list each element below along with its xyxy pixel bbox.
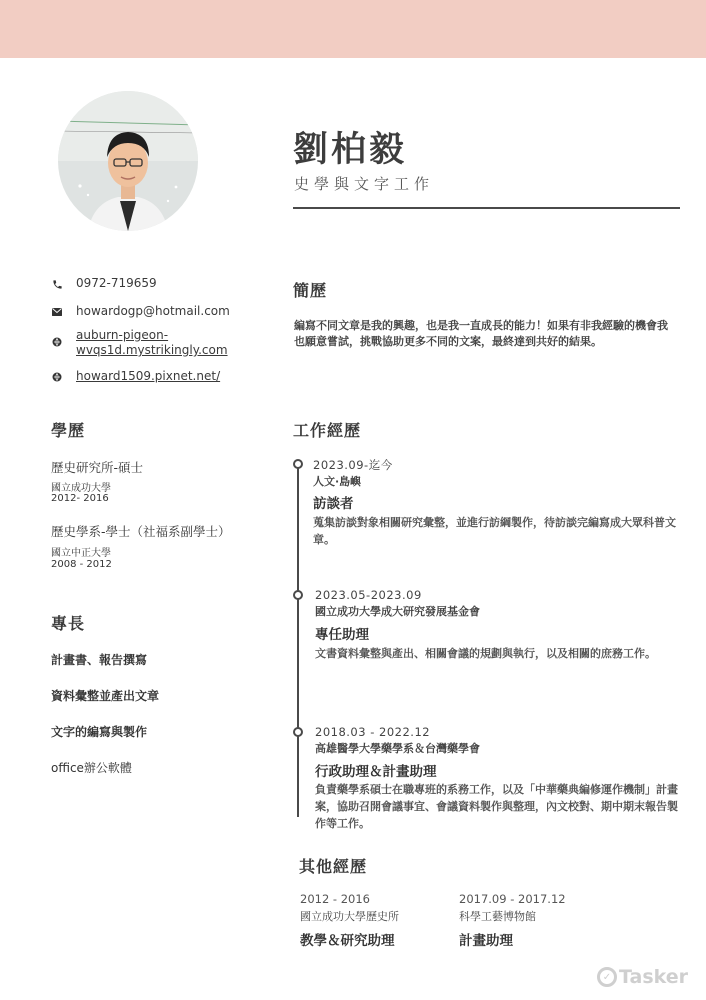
contact-email	[51, 304, 230, 319]
job-description: 負責藥學系碩士在職專班的系務工作，以及「中華藥典編修運作機制」計畫案，協助召開會議事宜、會議資料製作與整理，內文校對、期中期末報告製作等工作。	[315, 783, 678, 830]
other-date: 2017.09 - 2017.12	[459, 892, 566, 906]
contact-website-2[interactable]	[51, 369, 220, 384]
job-organization: 國立成功大學成大研究發展基金會	[315, 605, 480, 618]
other-organization: 科學工藝博物館	[459, 910, 536, 923]
timeline-line	[297, 462, 299, 817]
timeline-dot	[293, 727, 303, 737]
other-organization: 國立成功大學歷史所	[300, 910, 399, 923]
person-name: 劉柏毅	[293, 130, 408, 170]
tasker-logo-icon: ✓	[597, 967, 617, 987]
other-role: 教學＆研究助理	[300, 933, 395, 949]
top-color-band	[0, 0, 706, 58]
other-role: 計畫助理	[459, 933, 513, 949]
job-role: 訪談者	[313, 496, 354, 512]
other-date: 2012 - 2016	[300, 892, 370, 906]
job-date: 2023.09-迄今	[313, 458, 393, 472]
profile-photo	[58, 91, 198, 231]
skill-item: office辦公軟體	[51, 761, 132, 775]
mail-icon	[51, 306, 63, 318]
job-description: 蒐集訪談對象相關研究彙整，並進行訪綱製作，待訪談完編寫成大眾科普文章。	[313, 516, 676, 546]
header-divider	[293, 207, 680, 209]
job-role: 行政助理＆計畫助理	[315, 764, 437, 780]
education-school-2: 國立中正大學	[51, 548, 111, 559]
phone-number: 0972-719659	[76, 276, 157, 290]
education-degree-1: 歷史研究所-碩士	[51, 460, 144, 475]
contact-website-1[interactable]	[51, 328, 228, 358]
profile-text: 編寫不同文章是我的興趣，也是我一直成長的能力！如果有非我經驗的機會我也願意嘗試，挑戰協助更多不同的文案，最終達到共好的結果。	[294, 319, 668, 348]
person-subtitle: 史學與文字工作	[294, 175, 435, 193]
skill-item: 文字的編寫與製作	[51, 725, 148, 739]
timeline-dot	[293, 459, 303, 469]
job-organization: 高雄醫學大學藥學系＆台灣藥學會	[315, 742, 480, 755]
education-degree-2: 歷史學系-學士（社福系副學士）	[51, 524, 231, 539]
education-school-1: 國立成功大學	[51, 483, 111, 494]
profile-title: 簡歷	[293, 281, 328, 300]
skills-title: 專長	[51, 614, 86, 633]
education-title: 學歷	[51, 421, 86, 440]
job-role: 專任助理	[315, 627, 369, 643]
web-icon	[51, 371, 63, 383]
website-link-2[interactable]: howard1509.pixnet.net/	[76, 369, 221, 383]
contact-phone	[51, 276, 157, 291]
other-title: 其他經歷	[299, 857, 368, 876]
website-link-1-line2: wvqs1d.mystrikingly.com	[76, 343, 228, 357]
watermark-text: Tasker	[619, 966, 689, 988]
phone-icon	[51, 278, 63, 290]
job-description: 文書資料彙整與產出、相關會議的規劃與執行，以及相關的庶務工作。	[315, 647, 656, 660]
job-organization: 人文·島嶼	[313, 475, 362, 488]
email-address: howardogp@hotmail.com	[76, 304, 230, 318]
skill-item: 計畫書、報告撰寫	[51, 653, 148, 667]
education-years-1: 2012- 2016	[51, 493, 109, 504]
website-link-1-line1: auburn-pigeon-	[76, 328, 169, 342]
job-date: 2018.03 - 2022.12	[315, 725, 431, 739]
job-date: 2023.05-2023.09	[315, 588, 422, 602]
education-years-2: 2008 - 2012	[51, 559, 112, 570]
website-link-1[interactable]	[76, 328, 228, 358]
work-title: 工作經歷	[293, 421, 362, 440]
skill-item: 資料彙整並產出文章	[51, 689, 160, 703]
watermark	[597, 966, 688, 988]
timeline-dot	[293, 590, 303, 600]
web-icon	[51, 336, 63, 348]
